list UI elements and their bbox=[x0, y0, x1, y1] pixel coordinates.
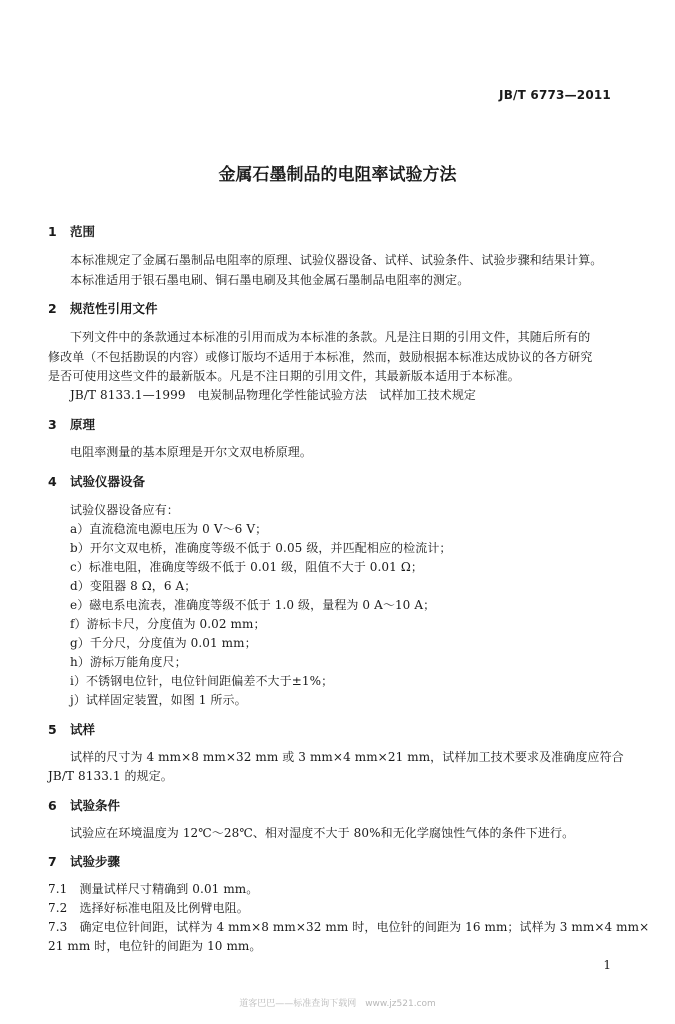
section-number: 4 bbox=[48, 474, 57, 489]
section-heading-principle bbox=[48, 415, 95, 433]
list-item: e）磁电系电流表，准确度等级不低于 1.0 级，量程为 0 A～10 A； bbox=[70, 598, 436, 612]
paragraph-line: 试验仪器设备应有： bbox=[70, 503, 179, 517]
paragraph-line: 本标准规定了金属石墨制品电阻率的原理、试验仪器设备、试样、试验条件、试验步骤和结果计算。 bbox=[70, 253, 603, 267]
section-heading-specimen bbox=[48, 720, 95, 738]
section-heading-scope bbox=[48, 222, 95, 240]
clause-line: 7.3 确定电位针间距，试样为 4 mm×8 mm×32 mm 时，电位针的间距为 16 mm；试样为 3 mm×4 mm× bbox=[48, 920, 650, 934]
section-number: 6 bbox=[48, 798, 57, 813]
paragraph-line: 电阻率测量的基本原理是开尔文双电桥原理。 bbox=[70, 445, 313, 459]
list-item: b）开尔文双电桥，准确度等级不低于 0.05 级，并匹配相应的检流计； bbox=[70, 541, 452, 555]
document-title: 金属石墨制品的电阻率试验方法 bbox=[218, 165, 457, 185]
list-item: g）千分尺，分度值为 0.01 mm； bbox=[70, 636, 257, 650]
paragraph-line: 修改单（不包括勘误的内容）或修订版均不适用于本标准，然而，鼓励根据本标准达成协议的各方研究 bbox=[48, 350, 593, 364]
section-number: 5 bbox=[48, 722, 57, 737]
section-number: 3 bbox=[48, 417, 57, 432]
paragraph-line: 本标准适用于银石墨电刷、铜石墨电刷及其他金属石墨制品电阻率的测定。 bbox=[70, 273, 470, 287]
section-heading-test-procedure bbox=[48, 852, 120, 870]
paragraph-line: 下列文件中的条款通过本标准的引用而成为本标准的条款。凡是注日期的引用文件，其随后所有的 bbox=[70, 330, 591, 344]
list-item: a）直流稳流电源电压为 0 V～6 V； bbox=[70, 522, 268, 536]
section-title: 规范性引用文件 bbox=[70, 301, 158, 316]
section-heading-test-conditions bbox=[48, 796, 120, 814]
list-item: c）标准电阻，准确度等级不低于 0.01 级，阻值不大于 0.01 Ω； bbox=[70, 560, 423, 574]
section-number: 2 bbox=[48, 301, 57, 316]
page-number: 1 bbox=[603, 958, 611, 972]
clause-line: 21 mm 时，电位针的间距为 10 mm。 bbox=[48, 939, 262, 953]
standard-number: JB/T 6773—2011 bbox=[499, 88, 611, 102]
paragraph-line: 试验应在环境温度为 12℃～28℃、相对湿度不大于 80%和无化学腐蚀性气体的条件下进行。 bbox=[70, 826, 575, 840]
reference-item: JB/T 8133.1—1999 电炭制品物理化学性能试验方法 试样加工技术规定 bbox=[70, 388, 477, 402]
clause-line: 7.1 测量试样尺寸精确到 0.01 mm。 bbox=[48, 882, 259, 896]
section-number: 7 bbox=[48, 854, 57, 869]
list-item: i）不锈钢电位针，电位针间距偏差不大于±1%； bbox=[70, 674, 334, 688]
section-number: 1 bbox=[48, 224, 57, 239]
paragraph-line: JB/T 8133.1 的规定。 bbox=[48, 769, 173, 783]
section-heading-apparatus bbox=[48, 472, 145, 490]
section-title: 试验仪器设备 bbox=[70, 474, 146, 489]
section-title: 原理 bbox=[70, 417, 96, 432]
paragraph-line: 试样的尺寸为 4 mm×8 mm×32 mm 或 3 mm×4 mm×21 mm，试样加工技术要求及准确度应符合 bbox=[70, 750, 624, 764]
section-title: 试验步骤 bbox=[70, 854, 121, 869]
paragraph-line: 是否可使用这些文件的最新版本。凡是不注日期的引用文件，其最新版本适用于本标准。 bbox=[48, 369, 520, 383]
list-item: d）变阻器 8 Ω，6 A； bbox=[70, 579, 197, 593]
watermark: 道客巴巴——标准查询下载网 www.jz521.com bbox=[239, 999, 436, 1009]
section-heading-normative-references bbox=[48, 299, 158, 317]
list-item: j）试样固定装置，如图 1 所示。 bbox=[70, 693, 247, 707]
section-title: 试验条件 bbox=[70, 798, 121, 813]
section-title: 范围 bbox=[70, 224, 96, 239]
section-title: 试样 bbox=[70, 722, 96, 737]
clause-line: 7.2 选择好标准电阻及比例臂电阻。 bbox=[48, 901, 249, 915]
list-item: f）游标卡尺，分度值为 0.02 mm； bbox=[70, 617, 266, 631]
list-item: h）游标万能角度尺； bbox=[70, 655, 187, 669]
